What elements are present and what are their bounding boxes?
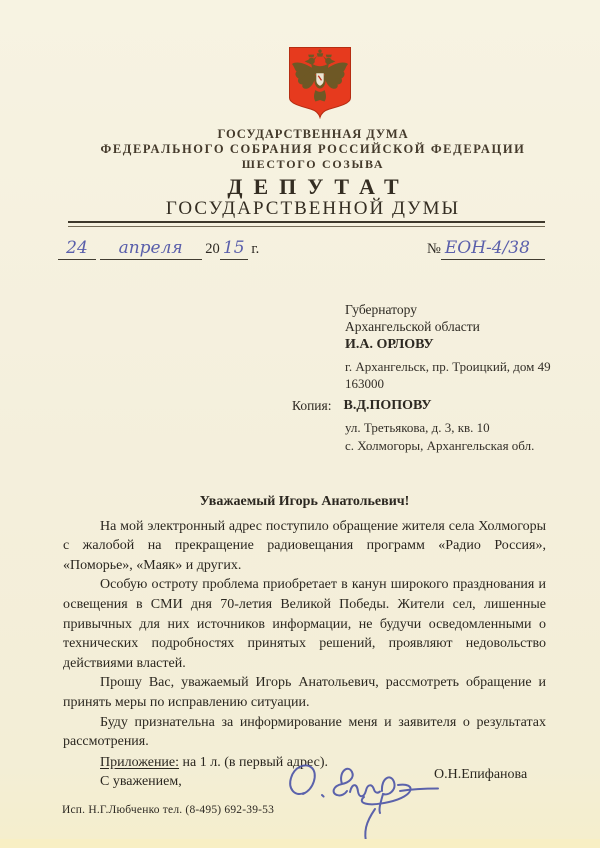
paragraph-2: Особую остроту проблема приобретает в канун широкого празднования и освещения в СМИ дня 70-летия Великой Победы. Жители сел, лишенные привычных для них источников информации, не будучи осведомленными о технических подробностях принятых решений, проявляют недовольство действиями властей. — [63, 577, 546, 671]
copy-address-2: с. Холмогоры, Архангельская обл. — [345, 438, 535, 453]
letter-body — [63, 492, 546, 792]
russian-coat-of-arms-icon — [287, 46, 353, 124]
date-number-row — [0, 238, 600, 268]
copy-address-1: ул. Третьякова, д. 3, кв. 10 — [345, 420, 490, 435]
title-deputy: ДЕПУТАТ — [227, 174, 410, 199]
year-suffix: г. — [251, 241, 260, 257]
recipient-block — [345, 301, 551, 392]
letterhead-title-block — [0, 175, 600, 219]
recipient-name: И.А. ОРЛОВУ — [345, 337, 434, 352]
date-field — [58, 238, 259, 260]
recipient-address-1: г. Архангельск, пр. Троицкий, дом 49 — [345, 359, 551, 374]
recipient-line-1: Губернатору — [345, 302, 417, 317]
org-line-1: ГОСУДАРСТВЕННАЯ ДУМА — [217, 127, 409, 141]
recipient-line-2: Архангельской области — [345, 319, 480, 334]
header-divider — [68, 221, 545, 227]
org-line-2: ФЕДЕРАЛЬНОГО СОБРАНИЯ РОССИЙСКОЙ ФЕДЕРАЦИИ — [100, 142, 526, 156]
handwritten-month: апреля — [100, 238, 202, 260]
closing-line: С уважением, — [100, 774, 182, 790]
copy-name: В.Д.ПОПОВУ — [343, 398, 432, 413]
paragraph-4: Буду признательна за информирование меня и заявителя о результатах рассмотрения. — [63, 714, 546, 750]
crest-inner-shield — [316, 73, 324, 86]
executor-line: Исп. Н.Г.Любченко тел. (8-495) 692-39-53 — [62, 804, 275, 816]
handwritten-signature — [270, 751, 442, 848]
handwritten-year: 15 — [220, 238, 248, 260]
title-duma: ГОСУДАРСТВЕННОЙ ДУМЫ — [165, 198, 461, 219]
copy-label: Копия: — [292, 398, 332, 413]
paragraph-1: На мой электронный адрес поступило обращение жителя села Холмогоры с жалобой на прекращение радиовещания программ «Радио Россия», «Поморье», «Маяк» и других. — [63, 518, 546, 573]
paragraph-3: Прошу Вас, уважаемый Игорь Анатольевич, рассмотреть обращение и принять меры по исправлению ситуации. — [63, 675, 546, 710]
handwritten-day: 24 — [58, 238, 96, 260]
handwritten-number: ЕОН-4/38 — [441, 238, 545, 260]
salutation: Уважаемый Игорь Анатольевич! — [199, 494, 410, 509]
attachment-text: на 1 л. (в первый адрес). — [179, 754, 328, 770]
recipient-address-2: 163000 — [345, 376, 384, 391]
signer-name: О.Н.Епифанова — [434, 767, 528, 782]
scan-bottom-edge — [0, 839, 600, 848]
year-prefix: 20 — [205, 241, 220, 257]
number-sign: № — [427, 241, 441, 257]
attachment-label: Приложение: — [100, 754, 180, 770]
document-number-field — [427, 238, 545, 260]
copy-block — [292, 397, 534, 455]
org-line-3: ШЕСТОГО СОЗЫВА — [241, 157, 385, 171]
letterhead-org-block — [0, 127, 600, 172]
